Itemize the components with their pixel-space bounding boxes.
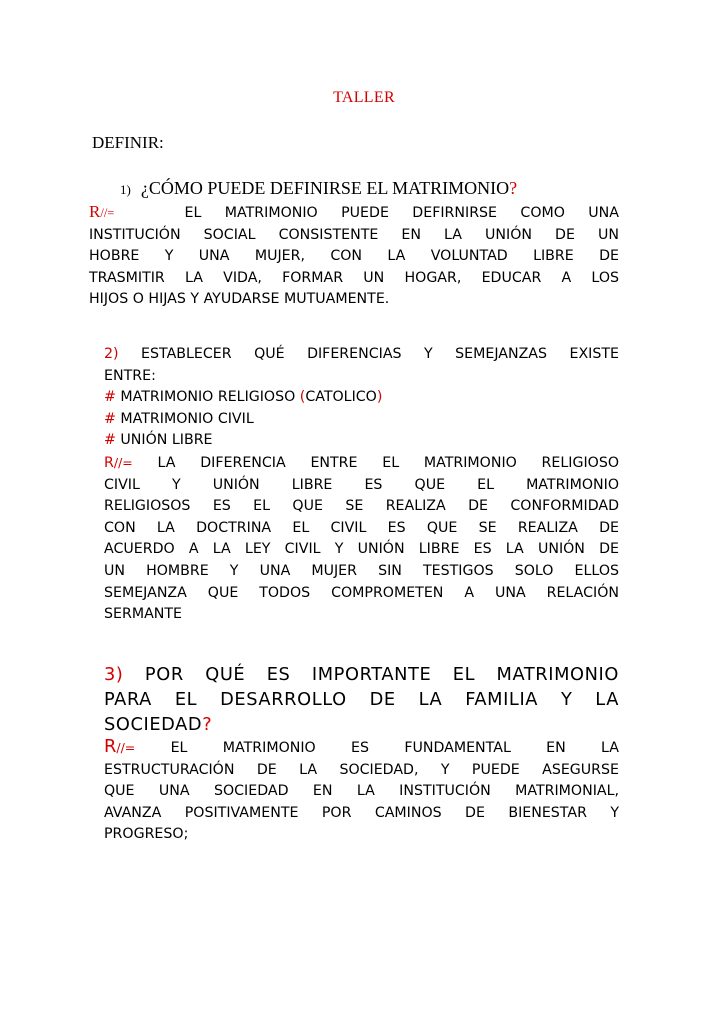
answer-separator: //= [116,740,136,755]
question-3-line: PARA EL DESARROLLO DE LA FAMILIA Y LA [104,689,619,710]
question-3-block [104,662,619,737]
answer-text: LA DIFERENCIA ENTRE EL MATRIMONIO RELIGIOSO [157,454,619,471]
hash-bullet: # [104,410,116,427]
list-item-text: MATRIMONIO CIVIL [120,410,254,427]
list-item-text: MATRIMONIO RELIGIOSO [120,389,296,406]
answer-line: HIJOS O HIJAS Y AYUDARSE MUTUAMENTE. [89,291,390,308]
answer-text: EL MATRIMONIO ES FUNDAMENTAL EN LA [170,740,619,756]
paren-open: ( [299,389,306,406]
answer-separator: //= [113,454,133,470]
answer-3 [104,736,619,846]
question-3-text: POR QUÉ ES IMPORTANTE EL MATRIMONIO [144,664,619,685]
question-3-line [104,712,619,737]
answer-line: ACUERDO A LA LEY CIVIL Y UNIÓN LIBRE ES LA UNIÓN DE [104,541,619,558]
answer-line: SEMEJANZA QUE TODOS COMPROMETEN A UNA RELACIÓN [104,584,619,601]
answer-line: UN HOMBRE Y UNA MUJER SIN TESTIGOS SOLO ELLOS [104,562,619,579]
question-2-text: ESTABLECER QUÉ DIFERENCIAS Y SEMEJANZAS EXISTE [141,346,619,362]
question-number: 3) [104,664,124,685]
answer-1 [89,201,619,311]
question-2-line: ENTRE: [104,367,156,384]
paren-close: ) [376,389,383,406]
list-item [104,387,619,409]
answer-separator: //= [100,206,115,220]
answer-line [104,452,619,475]
question-mark: ? [509,178,518,198]
answer-text: EL MATRIMONIO PUEDE DEFIRNIRSE COMO UNA [184,205,619,221]
answer-line: QUE UNA SOCIEDAD EN LA INSTITUCIÓN MATRIMONIAL, [104,783,619,800]
list-item [104,430,619,452]
question-3-line [104,662,619,687]
question-number: 1) [120,182,131,197]
question-2-block [104,344,619,626]
answer-line: TRASMITIR LA VIDA, FORMAR UN HOGAR, EDUCAR A LOS [89,269,619,286]
question-1 [120,178,517,199]
document-title: TALLER [333,89,395,106]
answer-line: SERMANTE [104,606,183,623]
answer-line: CON LA DOCTRINA EL CIVIL ES QUE SE REALIZA DE [104,519,619,536]
answer-marker: R [104,736,117,757]
answer-line: RELIGIOSOS ES EL QUE SE REALIZA DE CONFORMIDAD [104,498,619,515]
question-number: 2) [104,346,119,362]
answer-line [89,201,619,225]
answer-line: CIVIL Y UNIÓN LIBRE ES QUE EL MATRIMONIO [104,476,619,493]
question-3-text: SOCIEDAD [104,714,203,735]
list-item-text: UNIÓN LIBRE [120,432,213,449]
answer-line: PROGRESO; [104,826,189,843]
hash-bullet: # [104,389,116,406]
answer-line: INSTITUCIÓN SOCIAL CONSISTENTE EN LA UNIÓN DE UN [89,226,619,243]
answer-line: AVANZA POSITIVAMENTE POR CAMINOS DE BIENESTAR Y [104,804,619,821]
hash-bullet: # [104,432,116,449]
list-item [104,409,619,431]
paren-text: CATOLICO [305,389,377,406]
question-2-line [104,344,619,366]
section-heading-definir: DEFINIR: [92,133,164,152]
answer-line [104,736,619,760]
answer-marker: R [89,202,101,221]
question-1-text: ¿CÓMO PUEDE DEFINIRSE EL MATRIMONIO [140,178,510,198]
answer-line: HOBRE Y UNA MUJER, CON LA VOLUNTAD LIBRE DE [89,248,619,265]
question-mark: ? [202,714,213,735]
answer-line: ESTRUCTURACIÓN DE LA SOCIEDAD, Y PUEDE ASEGURSE [104,761,619,778]
answer-marker: R [104,454,114,471]
